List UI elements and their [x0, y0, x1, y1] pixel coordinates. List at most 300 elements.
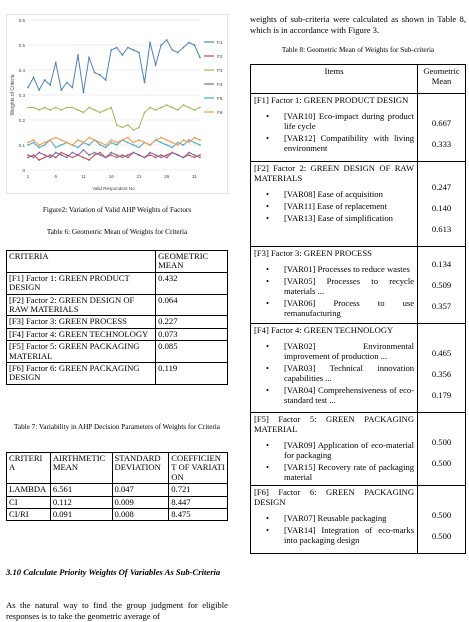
data-point	[116, 47, 118, 49]
data-point	[71, 157, 73, 159]
data-point	[177, 142, 179, 144]
group-cell	[251, 324, 418, 413]
sub-criteria-item: • [VAR15] Recovery rate of packaging material	[254, 462, 414, 482]
data-point	[166, 157, 168, 159]
y-tick-label: 0.1	[18, 143, 25, 148]
x-tick-label: 31	[191, 174, 197, 179]
data-point	[121, 157, 123, 159]
data-point	[55, 62, 57, 64]
geometric-mean-value: 0.179	[431, 390, 452, 400]
sub-criteria-item: • [VAR07] Reusable packaging	[254, 513, 414, 523]
data-point	[182, 157, 184, 159]
value-cell	[418, 247, 466, 324]
data-point	[182, 144, 184, 146]
data-point	[171, 49, 173, 51]
data-point	[177, 144, 179, 146]
geometric-mean-value: 0.500	[431, 437, 452, 447]
legend-entry: F2	[217, 55, 223, 60]
data-point	[27, 142, 29, 144]
data-point	[55, 152, 57, 154]
data-point	[116, 157, 118, 159]
data-point	[71, 144, 73, 146]
data-point	[149, 152, 151, 154]
right-intro-paragraph: weights of sub-criteria were calculated as shown in Table 8, which is in accordance with Figure 3.	[250, 14, 466, 35]
group-title: [F4] Factor 4: GREEN TECHNOLOGY	[254, 325, 394, 335]
table-6-caption: Table 6: Geometric Mean of Weights for Criteria	[46, 228, 188, 236]
data-point	[77, 54, 79, 56]
data-point	[149, 42, 151, 44]
data-point	[182, 104, 184, 106]
data-point	[88, 107, 90, 109]
table-cell: [F3] Factor 3: GREEN PROCESS	[7, 316, 156, 328]
table-row	[7, 294, 228, 316]
table-6	[6, 250, 228, 385]
table-cell: CI	[7, 496, 51, 508]
data-point	[27, 87, 29, 89]
group-title: [F5] Factor 5: GREEN PACKAGING MATERIAL	[254, 414, 415, 434]
data-point	[177, 154, 179, 156]
data-point	[99, 74, 101, 76]
data-point	[133, 142, 135, 144]
x-tick-label: 11	[81, 174, 86, 179]
data-point	[188, 154, 190, 156]
geometric-mean-value: 0.500	[431, 458, 452, 468]
data-point	[33, 77, 35, 79]
data-point	[88, 159, 90, 161]
table-group-row	[251, 486, 466, 554]
table-row	[7, 272, 228, 294]
data-point	[94, 139, 96, 141]
data-point	[138, 127, 140, 129]
data-point	[60, 154, 62, 156]
group-title: [F1] Factor 1: GREEN PRODUCT DESIGN	[254, 95, 409, 105]
geometric-mean-value: 0.500	[431, 510, 452, 520]
table-7	[6, 452, 228, 521]
table-cell: 0.047	[112, 484, 169, 496]
data-point	[49, 139, 51, 141]
data-point	[44, 154, 46, 156]
data-point	[116, 124, 118, 126]
data-point	[127, 157, 129, 159]
data-point	[182, 139, 184, 141]
data-point	[171, 142, 173, 144]
data-point	[194, 44, 196, 46]
data-point	[38, 147, 40, 149]
data-point	[194, 109, 196, 111]
data-point	[188, 142, 190, 144]
data-point	[77, 147, 79, 149]
data-point	[166, 39, 168, 41]
data-point	[49, 154, 51, 156]
data-point	[55, 147, 57, 149]
legend-entry: F3	[217, 69, 223, 74]
data-point	[121, 127, 123, 129]
data-point	[33, 107, 35, 109]
data-point	[66, 82, 68, 84]
sub-criteria-item: • [VAR02] Environmental improvement of production ...	[254, 341, 414, 361]
data-point	[199, 157, 201, 159]
data-point	[127, 124, 129, 126]
table-cell: 0.112	[50, 496, 112, 508]
data-point	[38, 159, 40, 161]
data-point	[155, 109, 157, 111]
data-point	[110, 152, 112, 154]
line-chart	[6, 14, 228, 194]
legend-entry: F6	[217, 111, 223, 116]
group-cell	[251, 247, 418, 324]
x-tick-label: 21	[136, 174, 142, 179]
data-point	[166, 154, 168, 156]
data-point	[27, 107, 29, 109]
data-point	[88, 57, 90, 59]
data-point	[105, 109, 107, 111]
table-row	[7, 363, 228, 385]
data-point	[94, 154, 96, 156]
data-point	[44, 107, 46, 109]
data-point	[105, 157, 107, 159]
table-7-caption: Table 7: Variability in AHP Decision Parameters of Weights for Criteria	[14, 423, 220, 431]
table-header-cell: CRITERIA	[7, 453, 51, 484]
data-point	[155, 154, 157, 156]
data-point	[77, 154, 79, 156]
data-point	[60, 144, 62, 146]
data-point	[171, 147, 173, 149]
data-point	[144, 82, 146, 84]
data-point	[105, 79, 107, 81]
data-point	[49, 109, 51, 111]
data-point	[171, 152, 173, 154]
sub-criteria-item: • [VAR03] Technical innovation capabilities ...	[254, 363, 414, 383]
table-row	[7, 509, 228, 521]
sub-criteria-item: • [VAR10] Eco-impact during product life cycle	[254, 111, 414, 131]
data-point	[138, 154, 140, 156]
data-point	[38, 109, 40, 111]
group-cell	[251, 162, 418, 247]
data-point	[27, 144, 29, 146]
data-point	[194, 142, 196, 144]
table-row	[7, 496, 228, 508]
table-header-row	[7, 251, 228, 273]
table-8	[250, 64, 466, 554]
data-point	[44, 79, 46, 81]
data-point	[110, 49, 112, 51]
data-point	[44, 144, 46, 146]
geometric-mean-value: 0.356	[431, 369, 452, 379]
data-point	[110, 142, 112, 144]
table-cell: [F2] Factor 2: GREEN DESIGN OF RAW MATERIALS	[7, 294, 156, 316]
x-tick-label: 26	[164, 174, 170, 179]
data-point	[160, 137, 162, 139]
data-point	[121, 139, 123, 141]
table-cell: 0.064	[156, 294, 228, 316]
sub-criteria-item: • [VAR09] Application of eco-material for packaging	[254, 440, 414, 460]
table-cell: [F6] Factor 6: GREEN PACKAGING DESIGN	[7, 363, 156, 385]
table-group-row	[251, 94, 466, 162]
data-point	[27, 157, 29, 159]
data-point	[144, 157, 146, 159]
data-point	[199, 107, 201, 109]
data-point	[133, 129, 135, 131]
data-point	[188, 107, 190, 109]
data-point	[110, 107, 112, 109]
table-group-row	[251, 413, 466, 486]
table-header-cell: AIRTHMETIC MEAN	[50, 453, 112, 484]
data-point	[55, 137, 57, 139]
y-tick-label: 0.3	[18, 93, 25, 98]
legend-entry: F1	[217, 41, 223, 46]
group-title: [F3] Factor 3: GREEN PROCESS	[254, 248, 372, 258]
legend-entry: F4	[217, 83, 223, 88]
group-title: [F2] Factor 2: GREEN DESIGN OF RAW MATERIALS	[254, 163, 415, 183]
y-tick-label: 0.2	[18, 118, 25, 123]
data-point	[99, 142, 101, 144]
table-group-row	[251, 162, 466, 247]
table-header-cell: CRITERIA	[7, 251, 156, 273]
table-row	[7, 341, 228, 363]
data-point	[166, 139, 168, 141]
sub-criteria-item: • [VAR01] Processes to reduce wastes	[254, 264, 414, 274]
value-cell	[418, 413, 466, 486]
geometric-mean-value: 0.613	[431, 224, 452, 234]
geometric-mean-value: 0.465	[431, 348, 452, 358]
data-point	[77, 139, 79, 141]
data-point	[94, 72, 96, 74]
data-point	[138, 139, 140, 141]
data-point	[138, 147, 140, 149]
geometric-mean-value: 0.509	[431, 280, 452, 290]
data-point	[116, 154, 118, 156]
data-point	[199, 139, 201, 141]
value-cell	[418, 324, 466, 413]
data-point	[33, 142, 35, 144]
data-point	[121, 154, 123, 156]
data-point	[194, 157, 196, 159]
x-tick-label: 6	[54, 174, 57, 179]
section-paragraph: As the natural way to find the group judgment for eligible responses is to take the geometric average of	[6, 600, 228, 621]
data-point	[105, 147, 107, 149]
data-point	[77, 109, 79, 111]
value-cell	[418, 162, 466, 247]
y-tick-label: 0.5	[18, 43, 25, 48]
data-point	[110, 139, 112, 141]
data-point	[66, 142, 68, 144]
data-point	[177, 52, 179, 54]
data-point	[144, 112, 146, 114]
data-point	[55, 157, 57, 159]
data-point	[38, 144, 40, 146]
data-point	[160, 142, 162, 144]
data-point	[60, 139, 62, 141]
data-point	[105, 144, 107, 146]
data-point	[94, 109, 96, 111]
table-header-cell: Geometric Mean	[418, 65, 466, 94]
data-point	[149, 144, 151, 146]
data-point	[88, 137, 90, 139]
sub-criteria-item: • [VAR04] Comprehensiveness of eco-standard test ...	[254, 385, 414, 405]
data-point	[60, 152, 62, 154]
geometric-mean-value: 0.500	[431, 531, 452, 541]
data-point	[88, 144, 90, 146]
geometric-mean-value: 0.134	[431, 259, 452, 269]
table-header-cell: STANDARD DEVIATION	[112, 453, 169, 484]
figure-2-chart	[6, 14, 228, 194]
table-cell: 0.085	[156, 341, 228, 363]
table-row	[7, 328, 228, 340]
value-cell	[418, 486, 466, 554]
data-point	[71, 152, 73, 154]
data-point	[33, 154, 35, 156]
data-point	[188, 139, 190, 141]
data-point	[127, 142, 129, 144]
y-axis-label: Weights of Criteria	[10, 74, 16, 116]
table-cell: 8.475	[169, 509, 228, 521]
data-point	[110, 154, 112, 156]
data-point	[66, 157, 68, 159]
data-point	[127, 137, 129, 139]
data-point	[155, 157, 157, 159]
table-cell: 0.008	[112, 509, 169, 521]
data-point	[171, 107, 173, 109]
group-cell	[251, 486, 418, 554]
data-point	[160, 157, 162, 159]
sub-criteria-item: • [VAR13] Ease of simplification	[254, 213, 414, 223]
data-point	[160, 154, 162, 156]
data-point	[155, 139, 157, 141]
data-point	[188, 42, 190, 44]
y-tick-label: 0.4	[18, 68, 25, 73]
data-point	[138, 52, 140, 54]
data-point	[83, 112, 85, 114]
data-point	[160, 107, 162, 109]
data-point	[194, 137, 196, 139]
table-cell: 0.432	[156, 272, 228, 294]
data-point	[33, 139, 35, 141]
table-header-cell: GEOMETRIC MEAN	[156, 251, 228, 273]
value-cell	[418, 94, 466, 162]
table-cell: 0.073	[156, 328, 228, 340]
data-point	[38, 89, 40, 91]
data-point	[149, 154, 151, 156]
data-point	[121, 54, 123, 56]
data-point	[99, 152, 101, 154]
data-point	[166, 104, 168, 106]
data-point	[199, 57, 201, 59]
data-point	[71, 87, 73, 89]
data-point	[155, 64, 157, 66]
data-point	[133, 152, 135, 154]
data-point	[133, 144, 135, 146]
data-point	[27, 154, 29, 156]
table-cell: [F4] Factor 4: GREEN TECHNOLOGY	[7, 328, 156, 340]
data-point	[83, 142, 85, 144]
data-point	[166, 144, 168, 146]
geometric-mean-value: 0.247	[431, 182, 452, 192]
data-point	[44, 157, 46, 159]
sub-criteria-item: • [VAR11] Ease of replacement	[254, 201, 414, 211]
data-point	[160, 44, 162, 46]
data-point	[177, 109, 179, 111]
section-heading: 3.10 Calculate Priority Weights Of Variables As Sub-Criteria	[6, 567, 221, 577]
data-point	[199, 144, 201, 146]
table-cell: 6.561	[50, 484, 112, 496]
figure-2-caption: Figure2: Variation of Valid AHP Weights of Factors	[42, 206, 192, 214]
table-header-cell: COEFFICIENT OF VARIATION	[169, 453, 228, 484]
table-cell: 8.447	[169, 496, 228, 508]
data-point	[182, 47, 184, 49]
group-title: [F6] Factor 6: GREEN PACKAGING DESIGN	[254, 487, 415, 507]
data-point	[133, 49, 135, 51]
data-point	[88, 154, 90, 156]
geometric-mean-value: 0.357	[431, 301, 452, 311]
geometric-mean-value: 0.667	[431, 118, 452, 128]
table-row	[7, 316, 228, 328]
data-point	[127, 47, 129, 49]
data-point	[83, 92, 85, 94]
x-axis-label: Valid Respondent No.	[92, 186, 136, 191]
table-cell: 0.009	[112, 496, 169, 508]
sub-criteria-item: • [VAR05] Processes to recycle materials ...	[254, 276, 414, 296]
data-point	[199, 154, 201, 156]
data-point	[99, 112, 101, 114]
data-point	[60, 89, 62, 91]
data-point	[55, 107, 57, 109]
data-point	[99, 144, 101, 146]
chart-frame	[6, 14, 228, 194]
data-point	[116, 142, 118, 144]
data-point	[38, 152, 40, 154]
table-group-row	[251, 247, 466, 324]
table-cell: [F5] Factor 5: GREEN PACKAGING MATERIAL	[7, 341, 156, 363]
data-point	[83, 157, 85, 159]
data-point	[49, 84, 51, 86]
table-cell: 0.721	[169, 484, 228, 496]
data-point	[66, 154, 68, 156]
table-header-row	[7, 453, 228, 484]
data-point	[149, 107, 151, 109]
x-tick-label: 16	[108, 174, 114, 179]
data-point	[188, 152, 190, 154]
table-header-row	[251, 65, 466, 94]
table-cell: [F1] Factor 1: GREEN PRODUCT DESIGN	[7, 272, 156, 294]
table-row	[7, 484, 228, 496]
table-cell: 0.119	[156, 363, 228, 385]
table-cell: LAMBDA	[7, 484, 51, 496]
legend-entry: F5	[217, 97, 223, 102]
data-point	[94, 152, 96, 154]
table-cell: 0.091	[50, 509, 112, 521]
data-point	[99, 154, 101, 156]
data-point	[144, 142, 146, 144]
data-point	[33, 157, 35, 159]
data-point	[116, 144, 118, 146]
sub-criteria-item: • [VAR14] Integration of eco-marks into packaging design	[254, 525, 414, 545]
sub-criteria-item: • [VAR08] Ease of acquisition	[254, 189, 414, 199]
x-tick-label: 1	[26, 174, 30, 179]
data-point	[66, 107, 68, 109]
data-point	[60, 109, 62, 111]
table-header-cell: Items	[251, 65, 418, 94]
table-cell: 0.227	[156, 316, 228, 328]
data-point	[83, 149, 85, 151]
table-cell: CI/RI	[7, 509, 51, 521]
geometric-mean-value: 0.140	[431, 203, 452, 213]
y-tick-label: 0.6	[18, 18, 25, 23]
sub-criteria-item: • [VAR12] Compatibility with living environment	[254, 133, 414, 153]
group-cell	[251, 94, 418, 162]
data-point	[194, 154, 196, 156]
sub-criteria-item: • [VAR06] Process to use remanufacturing	[254, 298, 414, 318]
data-point	[127, 154, 129, 156]
